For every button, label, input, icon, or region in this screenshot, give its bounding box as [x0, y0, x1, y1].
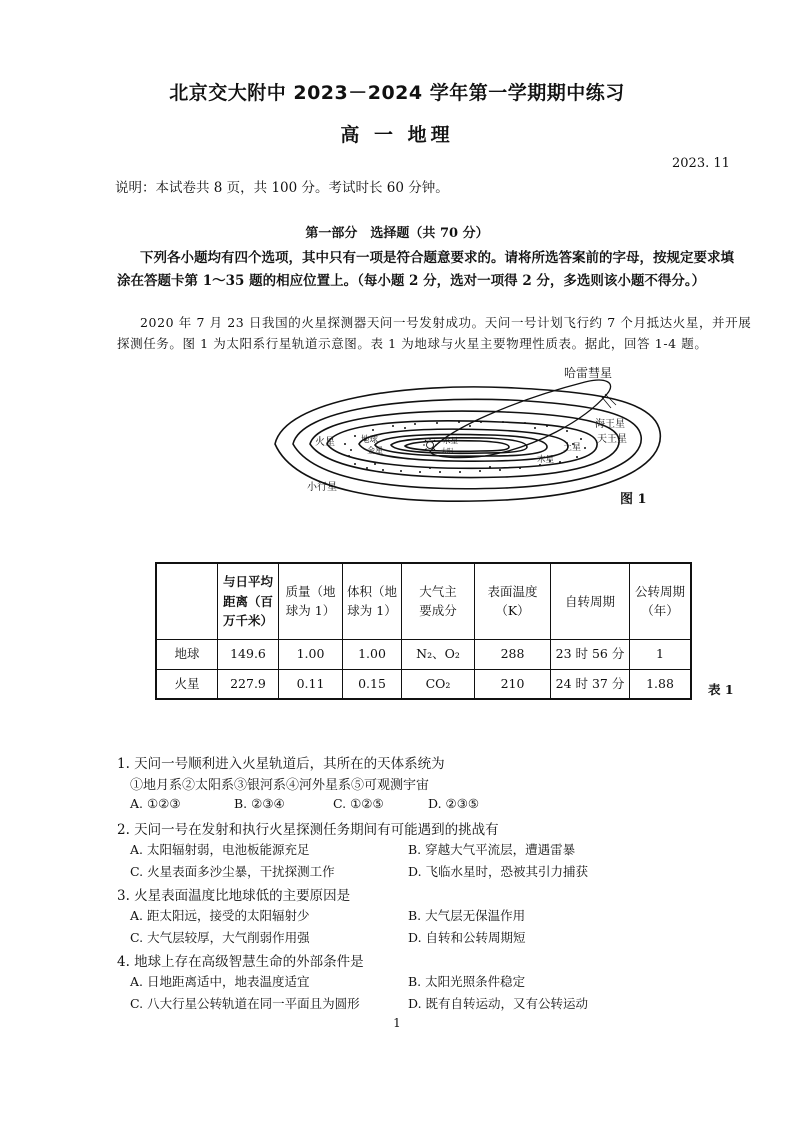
part-heading: 第一部分 选择题（共 70 分） [305, 226, 489, 241]
table-cell: 227.9 [218, 669, 279, 699]
label-asteroid-belt: 小行星 [307, 482, 337, 493]
question-2-option-a[interactable]: A. 太阳辐射弱，电池板能源充足 [130, 842, 310, 857]
label-mars: 火星 [315, 437, 335, 448]
label-earth: 地球 [361, 435, 379, 445]
question-3-option-d[interactable]: D. 自转和公转周期短 [408, 930, 526, 945]
table-cell: 0.11 [279, 669, 343, 699]
question-3-option-c[interactable]: C. 大气层较厚，大气削弱作用强 [130, 930, 310, 945]
question-3-option-b[interactable]: B. 大气层无保温作用 [408, 908, 526, 923]
table-header-cell: 表面温度（K） [475, 563, 551, 639]
table-header-cell [156, 563, 218, 639]
table-header-cell: 自转周期 [551, 563, 630, 639]
table-cell: 24 时 37 分 [551, 669, 630, 699]
question-1-stem: 1. 天问一号顺利进入火星轨道后，其所在的天体系统为 [117, 756, 445, 772]
table-cell: N₂、O₂ [402, 639, 475, 669]
table-cell: 1.88 [630, 669, 692, 699]
table-header-cell: 公转周期（年） [630, 563, 692, 639]
planet-properties-table [155, 562, 692, 700]
question-4-option-c[interactable]: C. 八大行星公转轨道在同一平面且为圆形 [130, 996, 360, 1011]
question-2-stem: 2. 天问一号在发射和执行火星探测任务期间有可能遇到的挑战有 [117, 822, 499, 838]
table-label: 表 1 [708, 682, 734, 697]
question-4-option-b[interactable]: B. 太阳光照条件稳定 [408, 974, 526, 989]
table-row [156, 669, 691, 699]
label-neptune: 海王星 [595, 419, 625, 430]
page-number: 1 [393, 1016, 401, 1030]
exam-date: 2023. 11 [672, 156, 730, 171]
table-cell: CO₂ [402, 669, 475, 699]
table-header-cell: 大气主要成分 [402, 563, 475, 639]
question-3-option-a[interactable]: A. 距太阳远，接受的太阳辐射少 [130, 908, 310, 923]
instruction-line-1: 下列各小题均有四个选项，其中只有一项是符合题意要求的。请将所选答案前的字母，按规定要求填 [140, 250, 734, 266]
question-1-option-d[interactable]: D. ②③⑤ [428, 796, 480, 811]
table-header-cell: 体积（地球为 1） [343, 563, 402, 639]
solar-system-orbit-diagram [255, 360, 675, 510]
label-saturn: 土星 [563, 443, 582, 453]
table-header-row [156, 563, 691, 639]
orbit-halley-comet [430, 380, 611, 458]
label-venus: 金星 [367, 446, 383, 455]
table-cell: 1.00 [279, 639, 343, 669]
label-uranus: 天王星 [597, 434, 627, 445]
exam-subtitle: 高 一 地理 [340, 124, 454, 146]
question-4-option-d[interactable]: D. 既有自转运动，又有公转运动 [408, 996, 589, 1011]
intro-line-1: 2020 年 7 月 23 日我国的火星探测器天问一号发射成功。天问一号计划飞行约 7 个月抵达火星，并开展 [140, 315, 752, 330]
table-cell: 火星 [156, 669, 218, 699]
table-cell: 1.00 [343, 639, 402, 669]
table-cell: 0.15 [343, 669, 402, 699]
label-jupiter: 木星 [537, 455, 555, 465]
table-cell: 288 [475, 639, 551, 669]
table-header-cell: 与日平均距离（百万千米） [218, 563, 279, 639]
question-2-option-b[interactable]: B. 穿越大气平流层，遭遇雷暴 [408, 842, 576, 857]
question-3-stem: 3. 火星表面温度比地球低的主要原因是 [117, 888, 351, 904]
table-cell: 地球 [156, 639, 218, 669]
question-2-option-d[interactable]: D. 飞临水星时，恐被其引力捕获 [408, 864, 589, 879]
intro-line-2: 探测任务。图 1 为太阳系行星轨道示意图。表 1 为地球与火星主要物理性质表。据此，回答 1-4 题。 [117, 336, 708, 351]
question-4-option-a[interactable]: A. 日地距离适中，地表温度适宜 [130, 974, 310, 989]
exam-title: 北京交大附中 2023－2024 学年第一学期期中练习 [169, 82, 625, 104]
question-2-option-c[interactable]: C. 火星表面多沙尘暴，干扰探测工作 [130, 864, 335, 879]
label-mercury: 水星 [443, 436, 458, 445]
table-cell: 23 时 56 分 [551, 639, 630, 669]
table-cell: 149.6 [218, 639, 279, 669]
question-1-option-c[interactable]: C. ①②⑤ [333, 796, 384, 811]
label-halley-comet: 哈雷彗星 [564, 366, 613, 380]
label-sun: 太阳 [441, 448, 454, 455]
question-1-option-b[interactable]: B. ②③④ [234, 796, 285, 811]
instruction-line-2: 涂在答题卡第 1～35 题的相应位置上。（每小题 2 分，选对一项得 2 分，多选则该小题不得分。） [117, 273, 706, 289]
exam-description: 说明：本试卷共 8 页，共 100 分。考试时长 60 分钟。 [115, 180, 449, 196]
question-1-option-a[interactable]: A. ①②③ [130, 796, 181, 811]
table-header-cell: 质量（地球为 1） [279, 563, 343, 639]
table-cell: 210 [475, 669, 551, 699]
figure-label: 图 1 [620, 492, 647, 507]
table-cell: 1 [630, 639, 692, 669]
question-1-sub: ①地月系②太阳系③银河系④河外星系⑤可观测宇宙 [130, 778, 430, 793]
question-4-stem: 4. 地球上存在高级智慧生命的外部条件是 [117, 954, 364, 970]
table-row [156, 639, 691, 669]
